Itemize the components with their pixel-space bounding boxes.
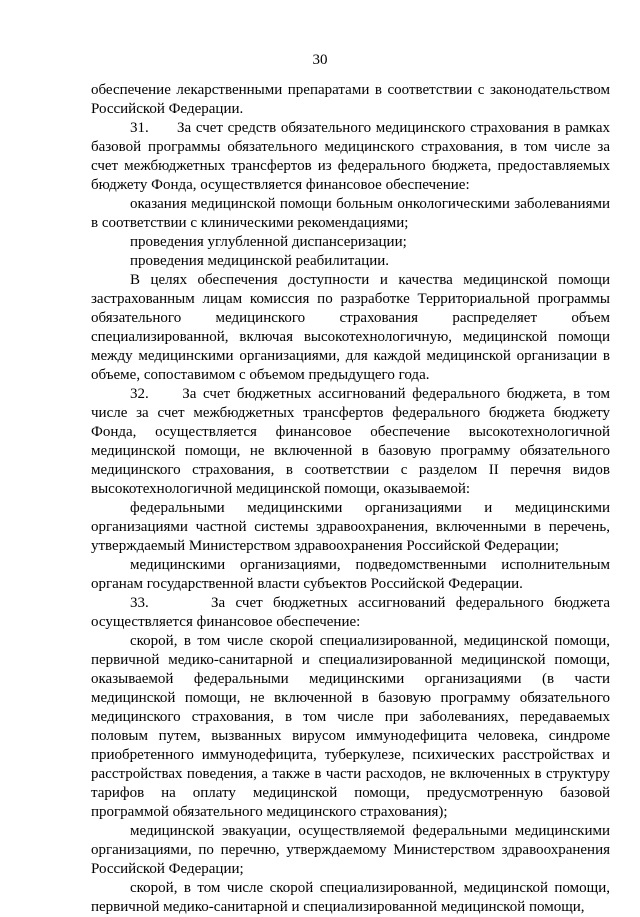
paragraph: проведения медицинской реабилитации. <box>130 253 390 269</box>
paragraph: медицинской эвакуации, осуществляемой федеральными медицинскими организациями, по перечню, утверждаемому Министерством здравоохранения Российской Федерации; <box>91 823 610 877</box>
page-number: 30 <box>312 52 328 68</box>
paragraph: оказания медицинской помощи больным онкологическими заболеваниями в соответствии с клиническими рекомендациями; <box>91 196 610 231</box>
paragraph: проведения углубленной диспансеризации; <box>130 234 407 250</box>
paragraph: скорой, в том числе скорой специализированной, медицинской помощи, первичной медико-санитарной и специализированной медицинской помощи, оказываемой федеральными медицинскими организациями (в части медицинской помощи, не включенной в базовую программу обязательного медицинского страхования, в том числе при заболеваниях, передаваемых половым путем, вызванных вирусом иммунодефицита человека, синдроме приобретенного иммунодефицита, туберкулезе, психических расстройствах и расстройствах поведения, а также в части расходов, не включенных в структуру тарифов на оплату медицинской помощи, предусмотренную базовой программой обязательного медицинского страхования); <box>91 633 610 820</box>
paragraph-continuation: обеспечение лекарственными препаратами в соответствии с законодательством Российской Федерации. <box>91 82 610 117</box>
paragraph: скорой, в том числе скорой специализированной, медицинской помощи, первичной медико-санитарной и специализированной медицинской помощи, <box>91 880 610 915</box>
paragraph-item-32: 32. За счет бюджетных ассигнований федерального бюджета, в том числе за счет межбюджетных трансфертов федерального бюджета бюджету Фонда, осуществляется финансовое обеспечение высокотехнологичной медицинской помощи, не включенной в базовую программу обязательного медицинского страхования, в соответствии с разделом II перечня видов высокотехнологичной медицинской помощи, оказываемой: <box>91 386 610 497</box>
paragraph-item-31: 31. За счет средств обязательного медицинского страхования в рамках базовой программы обязательного медицинского страхования, в том числе за счет межбюджетных трансфертов из федерального бюджета, предоставляемых бюджету Фонда, осуществляется финансовое обеспечение: <box>91 120 610 193</box>
paragraph-item-33: 33. За счет бюджетных ассигнований федерального бюджета осуществляется финансовое обеспечение: <box>91 595 610 630</box>
paragraph: В целях обеспечения доступности и качества медицинской помощи застрахованным лицам комиссия по разработке Территориальной программы обязательного медицинского страхования распределяет объем специализированной, включая высокотехнологичную, медицинской помощи между медицинскими организациями, для каждой медицинской организации в объеме, сопоставимом с объемом предыдущего года. <box>91 272 610 383</box>
paragraph: федеральными медицинскими организациями и медицинскими организациями частной системы здравоохранения, включенными в перечень, утверждаемый Министерством здравоохранения Российской Федерации; <box>91 500 610 554</box>
paragraph: медицинскими организациями, подведомственными исполнительным органам государственной власти субъектов Российской Федерации. <box>91 557 610 592</box>
document-body <box>91 81 610 917</box>
